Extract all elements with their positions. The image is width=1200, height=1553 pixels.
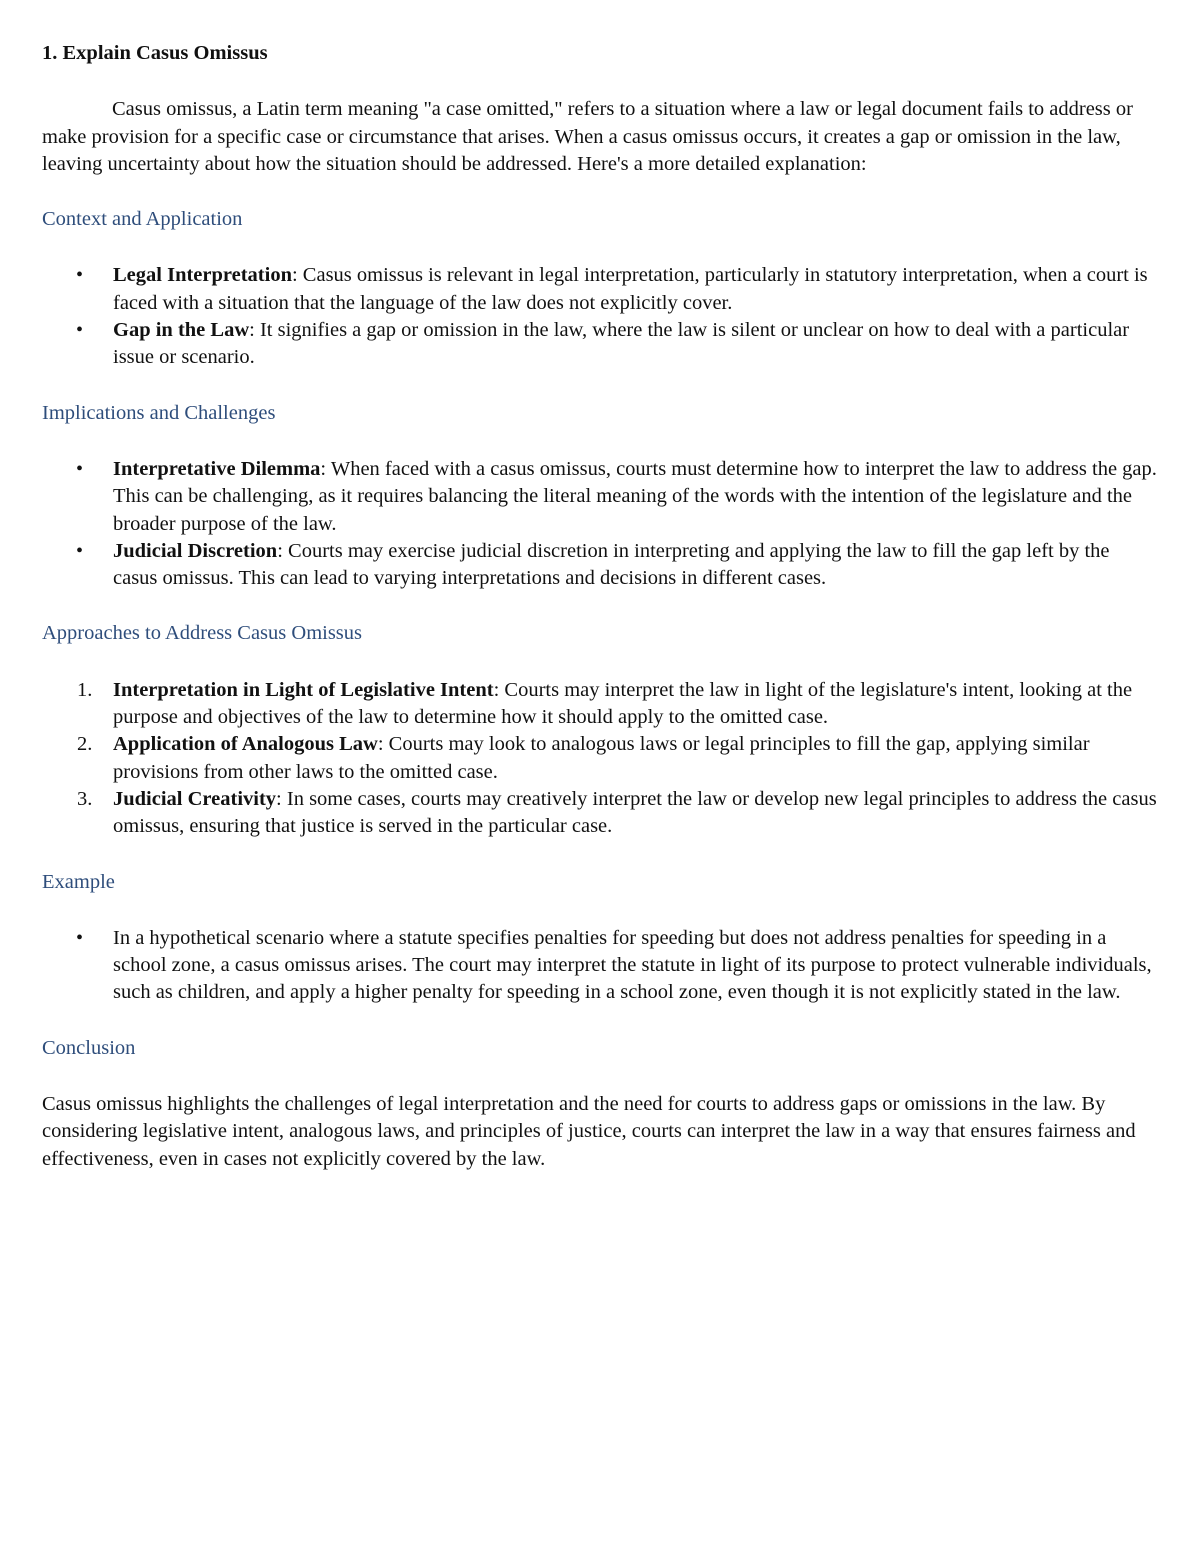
section-heading-example: Example <box>42 870 115 893</box>
document-page <box>42 40 1158 1173</box>
item-term: Interpretative Dilemma <box>113 457 321 480</box>
item-text: : Courts may interpret the law in light of the legislature's intent, looking at the purpose and objectives of the law to determine how it should apply to the omitted case. <box>113 678 1133 729</box>
bullet-icon: • <box>76 457 84 480</box>
intro-paragraph: Casus omissus, a Latin term meaning "a case omitted," refers to a situation where a law or legal document fails to address or make provision for a specific case or circumstance that arises. When a casus omissus occurs, it creates a gap or omission in the law, leaving uncertainty about how the situation should be addressed. Here's a more detailed explanation: <box>42 98 1133 175</box>
item-text: : Courts may exercise judicial discretion in interpreting and applying the law to fill the gap left by the casus omissus. This can lead to varying interpretations and decisions in different cases. <box>113 539 1110 590</box>
section-heading-implications: Implications and Challenges <box>42 401 276 424</box>
bullet-icon: • <box>76 539 84 562</box>
bullet-icon: • <box>76 319 84 342</box>
list-item <box>76 456 1158 538</box>
item-number: 1. <box>77 678 93 701</box>
item-text: In a hypothetical scenario where a statute specifies penalties for speeding but does not address penalties for speeding in a school zone, a casus omissus arises. The court may interpret the statute in light of its purpose to protect vulnerable individuals, such as children, and apply a higher penalty for speeding in a school zone, even though it is not explicitly stated in the law. <box>113 926 1152 1004</box>
list-item <box>76 262 1158 317</box>
list-item <box>77 786 1158 841</box>
item-number: 3. <box>77 787 93 810</box>
list-item <box>76 317 1158 372</box>
context-list <box>42 262 1158 371</box>
item-term: Interpretation in Light of Legislative Intent <box>113 678 494 701</box>
item-term: Application of Analogous Law <box>113 733 378 756</box>
list-item <box>76 538 1158 593</box>
item-number: 2. <box>77 733 93 756</box>
list-item <box>76 925 1158 1007</box>
implications-list <box>42 456 1158 592</box>
item-text: : Casus omissus is relevant in legal interpretation, particularly in statutory interpretation, when a court is faced with a situation that the language of the law does not explicitly cover. <box>113 264 1148 314</box>
item-text: : In some cases, courts may creatively interpret the law or develop new legal principles to address the casus omissus, ensuring that justice is served in the particular case. <box>113 787 1157 838</box>
list-item <box>77 731 1158 786</box>
item-term: Judicial Discretion <box>113 539 278 562</box>
section-heading-context: Context and Application <box>42 208 243 231</box>
section-heading-conclusion: Conclusion <box>42 1036 136 1059</box>
item-text: : Courts may look to analogous laws or legal principles to fill the gap, applying similar provisions from other laws to the omitted case. <box>113 733 1090 783</box>
section-heading-approaches: Approaches to Address Casus Omissus <box>42 622 363 645</box>
item-term: Legal Interpretation <box>113 264 292 287</box>
bullet-icon: • <box>76 264 84 287</box>
item-text: : It signifies a gap or omission in the law, where the law is silent or unclear on how to deal with a particular issue or scenario. <box>113 319 1130 369</box>
item-text: : When faced with a casus omissus, courts must determine how to interpret the law to address the gap. This can be challenging, as it requires balancing the literal meaning of the words with the intention of the legislature and the broader purpose of the law. <box>113 457 1157 535</box>
list-item <box>77 677 1158 732</box>
example-list <box>42 925 1158 1007</box>
approaches-list <box>42 677 1158 841</box>
item-term: Gap in the Law <box>113 319 250 342</box>
document-title: 1. Explain Casus Omissus <box>42 42 268 64</box>
conclusion-paragraph: Casus omissus highlights the challenges of legal interpretation and the need for courts to address gaps or omissions in the law. By considering legislative intent, analogous laws, and principles of justice, courts can interpret the law in a way that ensures fairness and effectiveness, even in cases not explicitly covered by the law. <box>42 1093 1136 1170</box>
item-term: Judicial Creativity <box>113 787 277 810</box>
bullet-icon: • <box>76 926 84 949</box>
